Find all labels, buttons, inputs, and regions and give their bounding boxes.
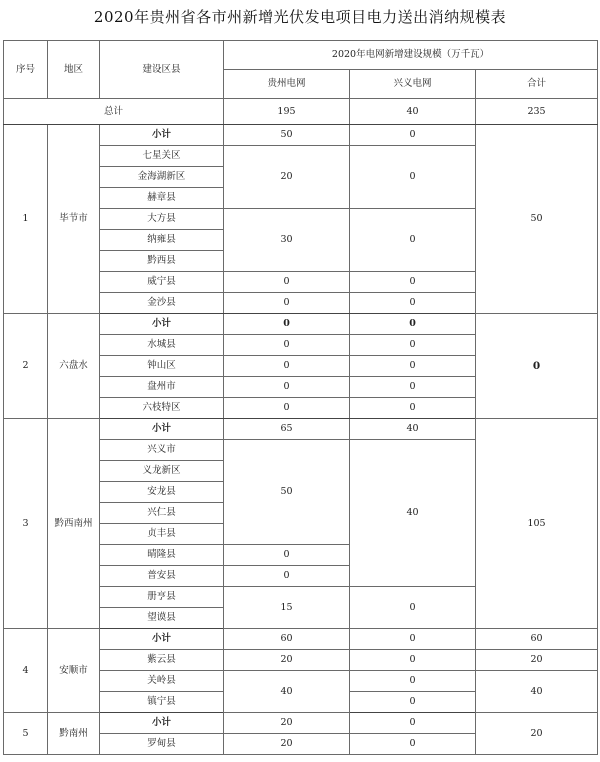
county-cell: 钟山区 [100, 356, 224, 377]
subtotal-xingyi: 0 [350, 713, 476, 734]
county-cell: 晴隆县 [100, 545, 224, 566]
group-total: 20 [476, 713, 598, 755]
value-guizhou: 0 [224, 356, 350, 377]
subtotal-guizhou: 0 [224, 314, 350, 335]
header-county: 建设区县 [100, 41, 224, 99]
value-xingyi: 0 [350, 293, 476, 314]
header-guizhou-grid: 贵州电网 [224, 70, 350, 99]
value-guizhou: 0 [224, 398, 350, 419]
capacity-table [3, 40, 598, 755]
county-cell: 水城县 [100, 335, 224, 356]
value-guizhou: 40 [224, 671, 350, 713]
grand-total-guizhou: 195 [224, 99, 350, 125]
region-cell: 黔西南州 [48, 419, 100, 629]
page-title: 2020年贵州省各市州新增光伏发电项目电力送出消纳规模表 [93, 8, 507, 26]
subtotal-guizhou: 60 [224, 629, 350, 650]
value-guizhou: 0 [224, 566, 350, 587]
value-xingyi: 0 [350, 650, 476, 671]
value-xingyi: 0 [350, 335, 476, 356]
value-guizhou: 0 [224, 377, 350, 398]
value-xingyi: 0 [350, 398, 476, 419]
value-xingyi: 0 [350, 734, 476, 755]
value-guizhou: 0 [224, 272, 350, 293]
value-guizhou: 0 [224, 335, 350, 356]
value-total: 20 [476, 650, 598, 671]
subtotal-xingyi: 0 [350, 629, 476, 650]
group-total: 0 [476, 314, 598, 419]
county-cell: 盘州市 [100, 377, 224, 398]
subtotal-label: 小计 [100, 314, 224, 335]
seq-cell: 3 [4, 419, 48, 629]
value-xingyi: 0 [350, 671, 476, 692]
county-cell: 册亨县 [100, 587, 224, 608]
region-cell: 黔南州 [48, 713, 100, 755]
region-cell: 安顺市 [48, 629, 100, 713]
subtotal-label: 小计 [100, 125, 224, 146]
grand-total-sum: 235 [476, 99, 598, 125]
subtotal-label: 小计 [100, 713, 224, 734]
subtotal-xingyi: 0 [350, 314, 476, 335]
county-cell: 兴义市 [100, 440, 224, 461]
seq-cell: 4 [4, 629, 48, 713]
county-cell: 安龙县 [100, 482, 224, 503]
region-cell: 毕节市 [48, 125, 100, 314]
subtotal-guizhou: 65 [224, 419, 350, 440]
header-xingyi-grid: 兴义电网 [350, 70, 476, 99]
header-scale: 2020年电网新增建设规模（万千瓦） [224, 41, 598, 70]
county-cell: 赫章县 [100, 188, 224, 209]
group-total: 50 [476, 125, 598, 314]
subtotal-label: 小计 [100, 629, 224, 650]
county-cell: 兴仁县 [100, 503, 224, 524]
value-guizhou: 20 [224, 650, 350, 671]
county-cell: 紫云县 [100, 650, 224, 671]
value-xingyi: 0 [350, 587, 476, 629]
county-cell: 贞丰县 [100, 524, 224, 545]
group-total: 60 [476, 629, 598, 650]
county-cell: 义龙新区 [100, 461, 224, 482]
subtotal-guizhou: 20 [224, 713, 350, 734]
group-total: 105 [476, 419, 598, 629]
county-cell: 罗甸县 [100, 734, 224, 755]
value-guizhou: 20 [224, 146, 350, 209]
county-cell: 黔西县 [100, 251, 224, 272]
seq-cell: 1 [4, 125, 48, 314]
value-xingyi: 0 [350, 692, 476, 713]
county-cell: 七星关区 [100, 146, 224, 167]
subtotal-xingyi: 40 [350, 419, 476, 440]
value-total: 40 [476, 671, 598, 713]
value-xingyi: 40 [350, 440, 476, 587]
value-guizhou: 30 [224, 209, 350, 272]
region-cell: 六盘水 [48, 314, 100, 419]
value-xingyi: 0 [350, 146, 476, 209]
value-guizhou: 0 [224, 545, 350, 566]
subtotal-label: 小计 [100, 419, 224, 440]
grand-total-xingyi: 40 [350, 99, 476, 125]
value-xingyi: 0 [350, 209, 476, 272]
seq-cell: 2 [4, 314, 48, 419]
header-seq: 序号 [4, 41, 48, 99]
subtotal-guizhou: 50 [224, 125, 350, 146]
county-cell: 金沙县 [100, 293, 224, 314]
county-cell: 普安县 [100, 566, 224, 587]
value-guizhou: 50 [224, 440, 350, 545]
seq-cell: 5 [4, 713, 48, 755]
county-cell: 镇宁县 [100, 692, 224, 713]
header-total: 合计 [476, 70, 598, 99]
value-guizhou: 0 [224, 293, 350, 314]
county-cell: 大方县 [100, 209, 224, 230]
subtotal-xingyi: 0 [350, 125, 476, 146]
county-cell: 望谟县 [100, 608, 224, 629]
grand-total-label: 总计 [4, 99, 224, 125]
value-xingyi: 0 [350, 272, 476, 293]
county-cell: 金海湖新区 [100, 167, 224, 188]
county-cell: 六枝特区 [100, 398, 224, 419]
value-guizhou: 15 [224, 587, 350, 629]
value-xingyi: 0 [350, 356, 476, 377]
value-guizhou: 20 [224, 734, 350, 755]
county-cell: 关岭县 [100, 671, 224, 692]
header-region: 地区 [48, 41, 100, 99]
county-cell: 纳雍县 [100, 230, 224, 251]
value-xingyi: 0 [350, 377, 476, 398]
county-cell: 威宁县 [100, 272, 224, 293]
